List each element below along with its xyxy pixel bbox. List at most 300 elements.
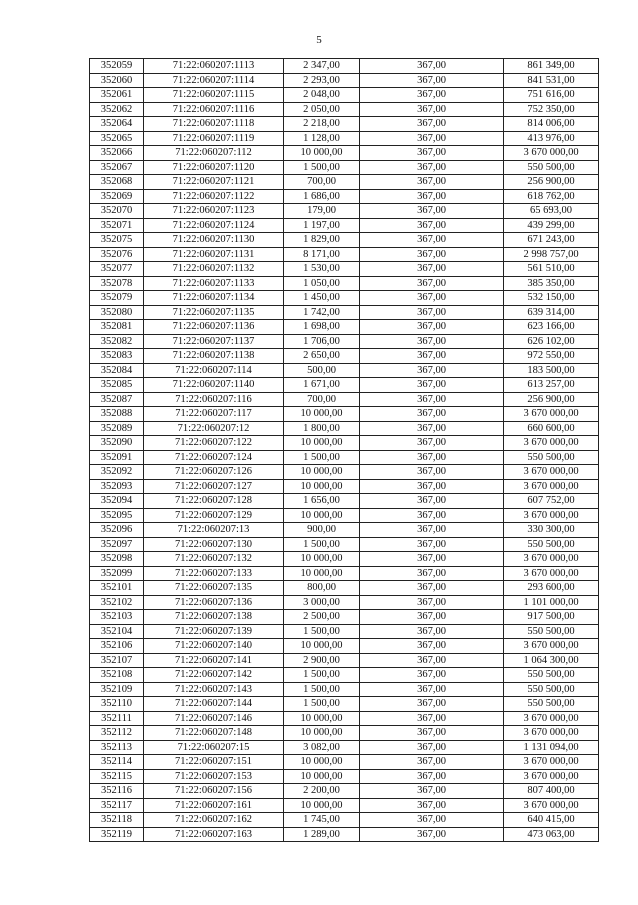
table-row: [90, 552, 599, 567]
table-row: [90, 407, 599, 422]
unit-value-cell: 367,00: [360, 537, 504, 552]
area-cell: 10 000,00: [284, 755, 360, 770]
cadastral-number-cell: 71:22:060207:114: [144, 363, 284, 378]
cadastral-number-cell: 71:22:060207:112: [144, 146, 284, 161]
area-cell: 1 289,00: [284, 827, 360, 842]
cadastral-value-cell: 256 900,00: [504, 392, 599, 407]
table-row: [90, 465, 599, 480]
cadastral-value-cell: 751 616,00: [504, 88, 599, 103]
unit-value-cell: 367,00: [360, 407, 504, 422]
cadastral-value-cell: 640 415,00: [504, 813, 599, 828]
area-cell: 1 450,00: [284, 291, 360, 306]
row-id-cell: 352115: [90, 769, 144, 784]
cadastral-value-cell: 550 500,00: [504, 697, 599, 712]
cadastral-value-cell: 3 670 000,00: [504, 726, 599, 741]
row-id-cell: 352102: [90, 595, 144, 610]
cadastral-number-cell: 71:22:060207:156: [144, 784, 284, 799]
cadastral-value-cell: 626 102,00: [504, 334, 599, 349]
row-id-cell: 352104: [90, 624, 144, 639]
cadastral-number-cell: 71:22:060207:146: [144, 711, 284, 726]
unit-value-cell: 367,00: [360, 146, 504, 161]
unit-value-cell: 367,00: [360, 653, 504, 668]
row-id-cell: 352101: [90, 581, 144, 596]
row-id-cell: 352075: [90, 233, 144, 248]
unit-value-cell: 367,00: [360, 450, 504, 465]
area-cell: 900,00: [284, 523, 360, 538]
unit-value-cell: 367,00: [360, 798, 504, 813]
unit-value-cell: 367,00: [360, 59, 504, 74]
unit-value-cell: 367,00: [360, 610, 504, 625]
unit-value-cell: 367,00: [360, 131, 504, 146]
row-id-cell: 352080: [90, 305, 144, 320]
cadastral-number-cell: 71:22:060207:135: [144, 581, 284, 596]
cadastral-value-cell: 660 600,00: [504, 421, 599, 436]
row-id-cell: 352081: [90, 320, 144, 335]
cadastral-value-cell: 3 670 000,00: [504, 146, 599, 161]
table-row: [90, 523, 599, 538]
row-id-cell: 352060: [90, 73, 144, 88]
table-row: [90, 494, 599, 509]
unit-value-cell: 367,00: [360, 262, 504, 277]
area-cell: 2 048,00: [284, 88, 360, 103]
area-cell: 1 706,00: [284, 334, 360, 349]
cadastral-number-cell: 71:22:060207:136: [144, 595, 284, 610]
row-id-cell: 352069: [90, 189, 144, 204]
page-number: 5: [316, 34, 322, 46]
unit-value-cell: 367,00: [360, 436, 504, 451]
row-id-cell: 352117: [90, 798, 144, 813]
cadastral-value-cell: 3 670 000,00: [504, 639, 599, 654]
row-id-cell: 352076: [90, 247, 144, 262]
cadastral-value-cell: 550 500,00: [504, 450, 599, 465]
cadastral-number-cell: 71:22:060207:139: [144, 624, 284, 639]
cadastral-value-cell: 1 131 094,00: [504, 740, 599, 755]
cadastral-number-cell: 71:22:060207:116: [144, 392, 284, 407]
cadastral-number-cell: 71:22:060207:1134: [144, 291, 284, 306]
cadastral-number-cell: 71:22:060207:1122: [144, 189, 284, 204]
row-id-cell: 352082: [90, 334, 144, 349]
table-row: [90, 276, 599, 291]
row-id-cell: 352065: [90, 131, 144, 146]
row-id-cell: 352059: [90, 59, 144, 74]
table-row: [90, 218, 599, 233]
cadastral-value-cell: 550 500,00: [504, 160, 599, 175]
cadastral-value-cell: 550 500,00: [504, 537, 599, 552]
table-row: [90, 378, 599, 393]
cadastral-number-cell: 71:22:060207:1120: [144, 160, 284, 175]
area-cell: 1 800,00: [284, 421, 360, 436]
cadastral-value-cell: 3 670 000,00: [504, 436, 599, 451]
cadastral-number-cell: 71:22:060207:1140: [144, 378, 284, 393]
cadastral-number-cell: 71:22:060207:117: [144, 407, 284, 422]
cadastral-number-cell: 71:22:060207:1124: [144, 218, 284, 233]
table-row: [90, 102, 599, 117]
area-cell: 179,00: [284, 204, 360, 219]
table-row: [90, 798, 599, 813]
table-row: [90, 697, 599, 712]
cadastral-value-cell: 3 670 000,00: [504, 755, 599, 770]
table-row: [90, 726, 599, 741]
area-cell: 1 050,00: [284, 276, 360, 291]
cadastral-value-cell: 330 300,00: [504, 523, 599, 538]
row-id-cell: 352094: [90, 494, 144, 509]
cadastral-value-cell: 532 150,00: [504, 291, 599, 306]
cadastral-number-cell: 71:22:060207:1119: [144, 131, 284, 146]
cadastral-value-cell: 3 670 000,00: [504, 566, 599, 581]
row-id-cell: 352116: [90, 784, 144, 799]
unit-value-cell: 367,00: [360, 668, 504, 683]
cadastral-value-cell: 3 670 000,00: [504, 479, 599, 494]
row-id-cell: 352093: [90, 479, 144, 494]
table-row: [90, 784, 599, 799]
unit-value-cell: 367,00: [360, 392, 504, 407]
table-row: [90, 175, 599, 190]
unit-value-cell: 367,00: [360, 175, 504, 190]
cadastral-number-cell: 71:22:060207:1137: [144, 334, 284, 349]
cadastral-number-cell: 71:22:060207:15: [144, 740, 284, 755]
cadastral-value-cell: 385 350,00: [504, 276, 599, 291]
area-cell: 1 500,00: [284, 160, 360, 175]
area-cell: 1 197,00: [284, 218, 360, 233]
table-row: [90, 653, 599, 668]
area-cell: 700,00: [284, 392, 360, 407]
cadastral-value-cell: 613 257,00: [504, 378, 599, 393]
table-row: [90, 450, 599, 465]
cadastral-value-cell: 3 670 000,00: [504, 552, 599, 567]
area-cell: 800,00: [284, 581, 360, 596]
area-cell: 1 530,00: [284, 262, 360, 277]
table-row: [90, 363, 599, 378]
unit-value-cell: 367,00: [360, 682, 504, 697]
area-cell: 10 000,00: [284, 726, 360, 741]
table-row: [90, 711, 599, 726]
area-cell: 10 000,00: [284, 436, 360, 451]
row-id-cell: 352112: [90, 726, 144, 741]
area-cell: 8 171,00: [284, 247, 360, 262]
row-id-cell: 352088: [90, 407, 144, 422]
row-id-cell: 352096: [90, 523, 144, 538]
table-body: [90, 59, 599, 842]
unit-value-cell: 367,00: [360, 247, 504, 262]
unit-value-cell: 367,00: [360, 479, 504, 494]
row-id-cell: 352097: [90, 537, 144, 552]
row-id-cell: 352067: [90, 160, 144, 175]
unit-value-cell: 367,00: [360, 726, 504, 741]
cadastral-value-cell: 3 670 000,00: [504, 407, 599, 422]
table-row: [90, 349, 599, 364]
row-id-cell: 352085: [90, 378, 144, 393]
unit-value-cell: 367,00: [360, 523, 504, 538]
cadastral-value-cell: 293 600,00: [504, 581, 599, 596]
area-cell: 10 000,00: [284, 639, 360, 654]
unit-value-cell: 367,00: [360, 88, 504, 103]
unit-value-cell: 367,00: [360, 233, 504, 248]
cadastral-value-cell: 413 976,00: [504, 131, 599, 146]
area-cell: 10 000,00: [284, 465, 360, 480]
cadastral-number-cell: 71:22:060207:13: [144, 523, 284, 538]
area-cell: 2 050,00: [284, 102, 360, 117]
cadastral-value-cell: 607 752,00: [504, 494, 599, 509]
cadastral-number-cell: 71:22:060207:144: [144, 697, 284, 712]
area-cell: 1 500,00: [284, 697, 360, 712]
cadastral-value-cell: 3 670 000,00: [504, 711, 599, 726]
cadastral-number-cell: 71:22:060207:124: [144, 450, 284, 465]
table-row: [90, 566, 599, 581]
table-row: [90, 740, 599, 755]
area-cell: 10 000,00: [284, 769, 360, 784]
unit-value-cell: 367,00: [360, 291, 504, 306]
row-id-cell: 352118: [90, 813, 144, 828]
unit-value-cell: 367,00: [360, 363, 504, 378]
area-cell: 3 000,00: [284, 595, 360, 610]
row-id-cell: 352061: [90, 88, 144, 103]
cadastral-number-cell: 71:22:060207:138: [144, 610, 284, 625]
cadastral-value-table: [89, 58, 599, 842]
unit-value-cell: 367,00: [360, 827, 504, 842]
unit-value-cell: 367,00: [360, 494, 504, 509]
unit-value-cell: 367,00: [360, 465, 504, 480]
unit-value-cell: 367,00: [360, 117, 504, 132]
area-cell: 1 742,00: [284, 305, 360, 320]
unit-value-cell: 367,00: [360, 349, 504, 364]
area-cell: 2 347,00: [284, 59, 360, 74]
area-cell: 1 686,00: [284, 189, 360, 204]
table-row: [90, 291, 599, 306]
area-cell: 1 500,00: [284, 537, 360, 552]
cadastral-number-cell: 71:22:060207:1132: [144, 262, 284, 277]
row-id-cell: 352066: [90, 146, 144, 161]
cadastral-number-cell: 71:22:060207:126: [144, 465, 284, 480]
row-id-cell: 352070: [90, 204, 144, 219]
unit-value-cell: 367,00: [360, 378, 504, 393]
table-row: [90, 233, 599, 248]
row-id-cell: 352106: [90, 639, 144, 654]
table-row: [90, 131, 599, 146]
row-id-cell: 352079: [90, 291, 144, 306]
cadastral-number-cell: 71:22:060207:141: [144, 653, 284, 668]
table-row: [90, 508, 599, 523]
cadastral-number-cell: 71:22:060207:1118: [144, 117, 284, 132]
unit-value-cell: 367,00: [360, 204, 504, 219]
cadastral-number-cell: 71:22:060207:1123: [144, 204, 284, 219]
cadastral-number-cell: 71:22:060207:132: [144, 552, 284, 567]
row-id-cell: 352091: [90, 450, 144, 465]
row-id-cell: 352109: [90, 682, 144, 697]
cadastral-value-cell: 183 500,00: [504, 363, 599, 378]
unit-value-cell: 367,00: [360, 755, 504, 770]
cadastral-number-cell: 71:22:060207:1121: [144, 175, 284, 190]
cadastral-value-cell: 807 400,00: [504, 784, 599, 799]
cadastral-number-cell: 71:22:060207:162: [144, 813, 284, 828]
cadastral-value-cell: 917 500,00: [504, 610, 599, 625]
area-cell: 500,00: [284, 363, 360, 378]
row-id-cell: 352092: [90, 465, 144, 480]
table-row: [90, 769, 599, 784]
cadastral-number-cell: 71:22:060207:1138: [144, 349, 284, 364]
cadastral-number-cell: 71:22:060207:130: [144, 537, 284, 552]
cadastral-value-cell: 623 166,00: [504, 320, 599, 335]
area-cell: 1 500,00: [284, 624, 360, 639]
area-cell: 1 656,00: [284, 494, 360, 509]
cadastral-number-cell: 71:22:060207:1131: [144, 247, 284, 262]
cadastral-number-cell: 71:22:060207:1133: [144, 276, 284, 291]
row-id-cell: 352062: [90, 102, 144, 117]
table-row: [90, 755, 599, 770]
area-cell: 10 000,00: [284, 798, 360, 813]
cadastral-value-cell: 1 064 300,00: [504, 653, 599, 668]
cadastral-number-cell: 71:22:060207:140: [144, 639, 284, 654]
cadastral-value-cell: 439 299,00: [504, 218, 599, 233]
table-row: [90, 392, 599, 407]
row-id-cell: 352090: [90, 436, 144, 451]
table-row: [90, 827, 599, 842]
row-id-cell: 352077: [90, 262, 144, 277]
area-cell: 1 500,00: [284, 668, 360, 683]
area-cell: 3 082,00: [284, 740, 360, 755]
area-cell: 10 000,00: [284, 479, 360, 494]
row-id-cell: 352087: [90, 392, 144, 407]
cadastral-value-cell: 256 900,00: [504, 175, 599, 190]
unit-value-cell: 367,00: [360, 711, 504, 726]
area-cell: 1 128,00: [284, 131, 360, 146]
area-cell: 1 671,00: [284, 378, 360, 393]
cadastral-number-cell: 71:22:060207:143: [144, 682, 284, 697]
area-cell: 700,00: [284, 175, 360, 190]
area-cell: 10 000,00: [284, 552, 360, 567]
table-row: [90, 189, 599, 204]
unit-value-cell: 367,00: [360, 421, 504, 436]
unit-value-cell: 367,00: [360, 160, 504, 175]
row-id-cell: 352108: [90, 668, 144, 683]
cadastral-number-cell: 71:22:060207:128: [144, 494, 284, 509]
cadastral-number-cell: 71:22:060207:1130: [144, 233, 284, 248]
cadastral-value-cell: 3 670 000,00: [504, 465, 599, 480]
area-cell: 2 900,00: [284, 653, 360, 668]
unit-value-cell: 367,00: [360, 276, 504, 291]
table-row: [90, 262, 599, 277]
area-cell: 2 200,00: [284, 784, 360, 799]
unit-value-cell: 367,00: [360, 566, 504, 581]
row-id-cell: 352071: [90, 218, 144, 233]
cadastral-value-cell: 473 063,00: [504, 827, 599, 842]
cadastral-number-cell: 71:22:060207:1113: [144, 59, 284, 74]
cadastral-value-cell: 861 349,00: [504, 59, 599, 74]
cadastral-value-cell: 550 500,00: [504, 682, 599, 697]
unit-value-cell: 367,00: [360, 320, 504, 335]
cadastral-number-cell: 71:22:060207:163: [144, 827, 284, 842]
table-row: [90, 59, 599, 74]
table-row: [90, 88, 599, 103]
cadastral-value-cell: 3 670 000,00: [504, 508, 599, 523]
row-id-cell: 352083: [90, 349, 144, 364]
area-cell: 10 000,00: [284, 566, 360, 581]
unit-value-cell: 367,00: [360, 189, 504, 204]
cadastral-number-cell: 71:22:060207:1136: [144, 320, 284, 335]
unit-value-cell: 367,00: [360, 334, 504, 349]
table-row: [90, 668, 599, 683]
cadastral-number-cell: 71:22:060207:142: [144, 668, 284, 683]
row-id-cell: 352078: [90, 276, 144, 291]
area-cell: 10 000,00: [284, 711, 360, 726]
area-cell: 1 745,00: [284, 813, 360, 828]
row-id-cell: 352095: [90, 508, 144, 523]
unit-value-cell: 367,00: [360, 595, 504, 610]
unit-value-cell: 367,00: [360, 784, 504, 799]
table-row: [90, 624, 599, 639]
table-row: [90, 247, 599, 262]
cadastral-value-cell: 639 314,00: [504, 305, 599, 320]
row-id-cell: 352114: [90, 755, 144, 770]
cadastral-value-cell: 972 550,00: [504, 349, 599, 364]
table-row: [90, 537, 599, 552]
cadastral-number-cell: 71:22:060207:12: [144, 421, 284, 436]
cadastral-value-cell: 1 101 000,00: [504, 595, 599, 610]
area-cell: 10 000,00: [284, 407, 360, 422]
cadastral-value-cell: 3 670 000,00: [504, 769, 599, 784]
row-id-cell: 352068: [90, 175, 144, 190]
area-cell: 10 000,00: [284, 146, 360, 161]
cadastral-number-cell: 71:22:060207:122: [144, 436, 284, 451]
table-row: [90, 73, 599, 88]
unit-value-cell: 367,00: [360, 218, 504, 233]
row-id-cell: 352110: [90, 697, 144, 712]
cadastral-value-cell: 2 998 757,00: [504, 247, 599, 262]
table-row: [90, 160, 599, 175]
row-id-cell: 352103: [90, 610, 144, 625]
cadastral-number-cell: 71:22:060207:151: [144, 755, 284, 770]
row-id-cell: 352113: [90, 740, 144, 755]
cadastral-number-cell: 71:22:060207:1115: [144, 88, 284, 103]
unit-value-cell: 367,00: [360, 813, 504, 828]
cadastral-value-cell: 550 500,00: [504, 668, 599, 683]
row-id-cell: 352111: [90, 711, 144, 726]
table-row: [90, 595, 599, 610]
unit-value-cell: 367,00: [360, 740, 504, 755]
area-cell: 2 500,00: [284, 610, 360, 625]
row-id-cell: 352099: [90, 566, 144, 581]
table-row: [90, 204, 599, 219]
cadastral-value-cell: 752 350,00: [504, 102, 599, 117]
area-cell: 1 500,00: [284, 682, 360, 697]
area-cell: 2 218,00: [284, 117, 360, 132]
row-id-cell: 352089: [90, 421, 144, 436]
cadastral-value-cell: 618 762,00: [504, 189, 599, 204]
area-cell: 10 000,00: [284, 508, 360, 523]
row-id-cell: 352107: [90, 653, 144, 668]
table-row: [90, 117, 599, 132]
table-row: [90, 610, 599, 625]
cadastral-number-cell: 71:22:060207:1114: [144, 73, 284, 88]
cadastral-number-cell: 71:22:060207:161: [144, 798, 284, 813]
unit-value-cell: 367,00: [360, 639, 504, 654]
cadastral-number-cell: 71:22:060207:153: [144, 769, 284, 784]
table-row: [90, 320, 599, 335]
cadastral-value-cell: 814 006,00: [504, 117, 599, 132]
row-id-cell: 352084: [90, 363, 144, 378]
table-row: [90, 639, 599, 654]
cadastral-number-cell: 71:22:060207:129: [144, 508, 284, 523]
table-row: [90, 146, 599, 161]
cadastral-value-cell: 65 693,00: [504, 204, 599, 219]
table-row: [90, 682, 599, 697]
unit-value-cell: 367,00: [360, 552, 504, 567]
cadastral-number-cell: 71:22:060207:133: [144, 566, 284, 581]
unit-value-cell: 367,00: [360, 581, 504, 596]
table-row: [90, 813, 599, 828]
cadastral-value-cell: 841 531,00: [504, 73, 599, 88]
table-row: [90, 479, 599, 494]
area-cell: 1 698,00: [284, 320, 360, 335]
